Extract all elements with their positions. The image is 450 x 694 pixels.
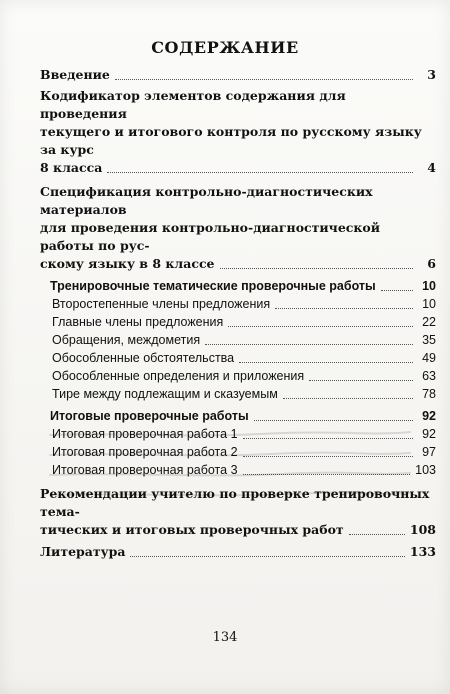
toc-label: 8 класса [40, 160, 103, 175]
page-number: 134 [212, 630, 238, 645]
toc-subentry[interactable] [40, 461, 436, 479]
dot-leader [205, 344, 413, 345]
toc-label: Введение [40, 67, 110, 82]
dot-leader [239, 362, 413, 363]
table-of-contents [40, 66, 436, 561]
dot-leader [254, 420, 413, 421]
toc-multiline-line: Спецификация контрольно-диагностических материалов [40, 184, 373, 217]
toc-multiline-line: для проведения контрольно-диагностической работы по рус- [40, 220, 381, 253]
toc-entry-recommendations[interactable] [40, 485, 436, 539]
dot-leader [220, 268, 413, 269]
toc-subentry[interactable] [40, 331, 436, 349]
toc-label: Главные члены предложения [52, 315, 224, 329]
toc-label: Обособленные обстоятельства [52, 351, 235, 365]
toc-page-number: 49 [422, 351, 436, 365]
toc-page-number: 22 [422, 315, 436, 329]
toc-page-number: 78 [422, 387, 436, 401]
toc-label: Тире между подлежащим и сказуемым [52, 387, 278, 401]
toc-page-number: 63 [422, 369, 436, 383]
toc-entry-specifikaciya[interactable] [40, 183, 436, 273]
toc-subentry[interactable] [40, 313, 436, 331]
dot-leader [275, 308, 413, 309]
toc-entry-training[interactable] [40, 277, 436, 295]
toc-entry-literature[interactable] [40, 543, 436, 561]
dot-leader [243, 456, 413, 457]
toc-label: Тренировочные тематические проверочные работы [50, 279, 376, 293]
toc-multiline-line: текущего и итогового контроля по русскому языку за курс [40, 124, 422, 157]
toc-label: Итоговая проверочная работа 3 [52, 463, 238, 477]
dot-leader [115, 79, 413, 80]
toc-subentry[interactable] [40, 367, 436, 385]
toc-label: скому языку в 8 классе [40, 256, 215, 271]
toc-label: Итоговая проверочная работа 1 [52, 427, 238, 441]
toc-page-number: 4 [427, 160, 436, 175]
toc-label: Обращения, междометия [52, 333, 201, 347]
toc-page-number: 92 [422, 427, 436, 441]
dot-leader [283, 398, 413, 399]
dot-leader [349, 534, 405, 535]
toc-entry-kodifikator[interactable] [40, 87, 436, 177]
toc-subentry[interactable] [40, 443, 436, 461]
toc-label: тических и итоговых проверочных работ [40, 522, 344, 537]
toc-label: Литература [40, 544, 126, 559]
toc-subentry[interactable] [40, 349, 436, 367]
dot-leader [243, 438, 413, 439]
toc-label: Обособленные определения и приложения [52, 369, 305, 383]
toc-page-number: 103 [415, 463, 436, 477]
toc-page-number: 92 [422, 409, 436, 423]
toc-subentry[interactable] [40, 295, 436, 313]
toc-page-number: 133 [409, 544, 436, 559]
dot-leader [107, 172, 413, 173]
dot-leader [381, 290, 413, 291]
toc-label: Второстепенные члены предложения [52, 297, 271, 311]
toc-subentry[interactable] [40, 385, 436, 403]
toc-label: Итоговая проверочная работа 2 [52, 445, 238, 459]
toc-label: Итоговые проверочные работы [50, 409, 249, 423]
dot-leader [228, 326, 413, 327]
dot-leader [130, 556, 404, 557]
toc-entry-introduction[interactable] [40, 66, 436, 84]
toc-page-number: 10 [422, 279, 436, 293]
toc-page-number: 3 [427, 67, 436, 82]
toc-multiline-line: Кодификатор элементов содержания для проведения [40, 88, 346, 121]
toc-page-number: 108 [409, 522, 436, 537]
toc-page-number: 6 [427, 256, 436, 271]
toc-entry-final[interactable] [40, 407, 436, 425]
toc-page-number: 10 [422, 297, 436, 311]
dot-leader [309, 380, 413, 381]
toc-page-number: 97 [422, 445, 436, 459]
toc-multiline-line: Рекомендации учителю по проверке тренировочных тема- [40, 486, 430, 519]
dot-leader [243, 474, 411, 475]
page-title: СОДЕРЖАНИЕ [151, 38, 299, 57]
toc-page-number: 35 [422, 333, 436, 347]
toc-subentry[interactable] [40, 425, 436, 443]
